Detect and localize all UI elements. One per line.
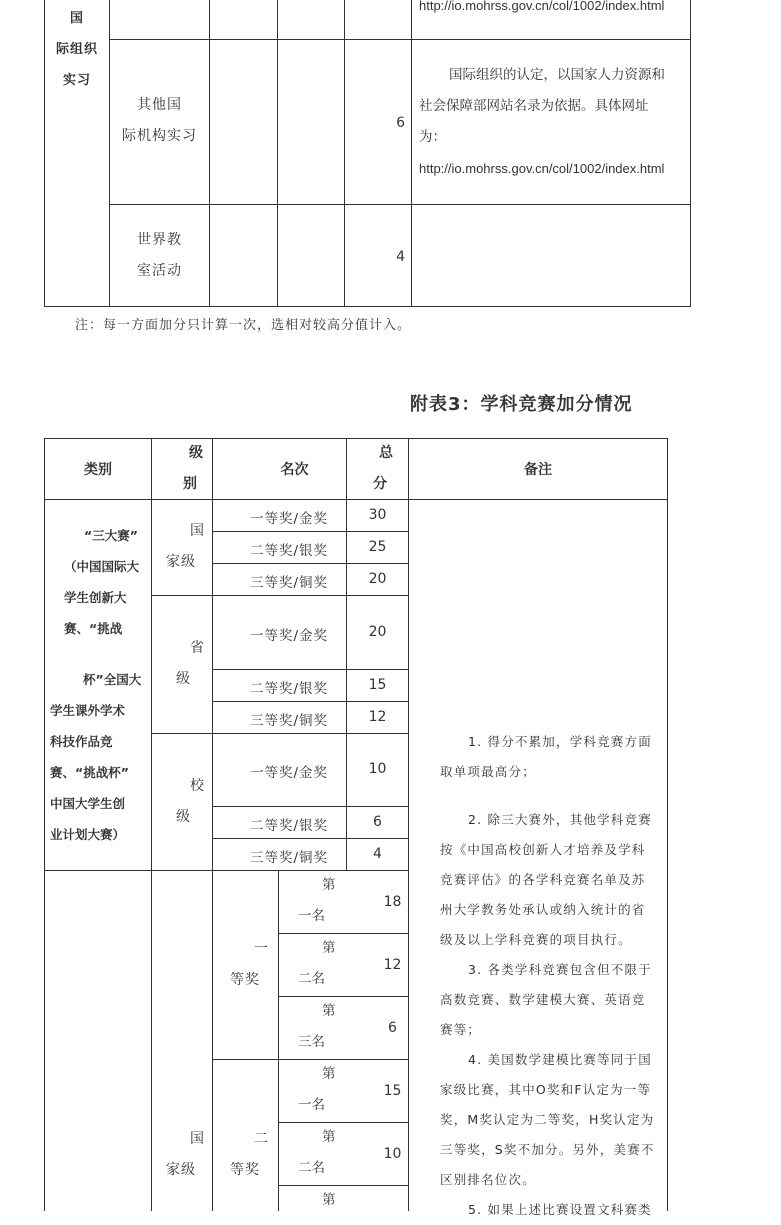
award-national-third: 三等奖/铜奖 bbox=[250, 575, 329, 591]
score-provincial-first: 20 bbox=[368, 624, 387, 640]
other-second-prize: 二 等奖 bbox=[230, 1131, 269, 1178]
award-provincial-third: 三等奖/铜奖 bbox=[250, 713, 329, 729]
other-level-national: 国 家级 bbox=[166, 1131, 205, 1178]
row3-name: 世界教 室活动 bbox=[137, 232, 182, 279]
award-national-first: 一等奖/金奖 bbox=[250, 511, 329, 527]
big-three-category: “三大赛” （中国国际大 学生创新大 赛、“挑战 杯”全国大 学生课外学术 科技作品竞 赛、“挑战杯” 中国大学生创 业计划大赛） bbox=[50, 528, 142, 842]
award-school-third: 三等奖/铜奖 bbox=[250, 850, 329, 866]
score-school-first: 10 bbox=[368, 761, 387, 777]
score-national-third: 20 bbox=[368, 571, 387, 587]
score-national-second: 25 bbox=[368, 539, 387, 555]
award-provincial-first: 一等奖/金奖 bbox=[250, 628, 329, 644]
level-national: 国 家级 bbox=[166, 523, 205, 570]
first-prize-score-3: 6 bbox=[388, 1020, 397, 1036]
award-school-first: 一等奖/金奖 bbox=[250, 765, 329, 781]
award-provincial-second: 二等奖/银奖 bbox=[250, 681, 329, 697]
first-prize-place-2: 第 二名 bbox=[298, 940, 336, 987]
header-rank: 名次 bbox=[280, 462, 309, 478]
other-first-prize: 一 等奖 bbox=[230, 941, 269, 988]
second-prize-score-2: 10 bbox=[383, 1146, 402, 1162]
category-label-international: 国 际组织 实习 bbox=[55, 11, 98, 88]
score-provincial-second: 15 bbox=[368, 677, 387, 693]
first-prize-score-2: 12 bbox=[383, 957, 402, 973]
award-national-second: 二等奖/银奖 bbox=[250, 543, 329, 559]
header-total: 总 分 bbox=[373, 445, 393, 492]
first-prize-place-3: 第 三名 bbox=[298, 1003, 336, 1050]
second-prize-place-3: 第 bbox=[322, 1192, 336, 1208]
score-provincial-third: 12 bbox=[368, 709, 387, 725]
header-level: 级 别 bbox=[183, 445, 203, 492]
header-remark: 备注 bbox=[524, 462, 552, 478]
score-school-third: 4 bbox=[373, 846, 382, 862]
row2-note: 国际组织的认定，以国家人力资源和 社会保障部网站名录为依据。具体网址 为： http://io.mohrss.gov.cn/col/1002/index.html bbox=[419, 67, 665, 176]
level-provincial: 省 级 bbox=[176, 640, 204, 687]
row2-name: 其他国 际机构实习 bbox=[122, 97, 197, 144]
second-prize-place-2: 第 二名 bbox=[298, 1129, 336, 1176]
row1-note: http://io.mohrss.gov.cn/col/1002/index.html bbox=[419, 0, 665, 13]
second-prize-place-1: 第 一名 bbox=[298, 1066, 336, 1113]
row3-score: 4 bbox=[396, 249, 405, 265]
header-category: 类别 bbox=[84, 462, 112, 478]
score-national-first: 30 bbox=[368, 507, 387, 523]
table3-title: 附表3：学科竞赛加分情况 bbox=[410, 394, 633, 415]
remarks-text: 1. 得分不累加，学科竞赛方面 取单项最高分； 2. 除三大赛外，其他学科竞赛 按《中国高校创新人才培养及学科 竞赛评估》的各学科竞赛名单及苏 州大学教务处承认或纳入统计的省 级及以上学科竞赛的项目执行。 3. 各类学科竞赛包含但不限于 高数竞赛、数学建模大赛、英语竞 赛等； 4. 美国数学建模比赛等同于国 家级比赛，其中O奖和F认定为一等 奖，M奖认定为二等奖，H奖认定为 三等奖，S奖不加分。另外，美赛不 区别排名位次。 5. 如果上述比赛设置文科赛类 bbox=[440, 734, 655, 1217]
first-prize-place-1: 第 一名 bbox=[298, 877, 336, 924]
second-prize-score-1: 15 bbox=[383, 1083, 402, 1099]
level-school: 校 级 bbox=[176, 778, 204, 825]
footnote: 注：每一方面加分只计算一次，选相对较高分值计入。 bbox=[75, 318, 412, 333]
first-prize-score-1: 18 bbox=[383, 894, 402, 910]
award-school-second: 二等奖/银奖 bbox=[250, 818, 329, 834]
row2-score: 6 bbox=[396, 115, 405, 131]
score-school-second: 6 bbox=[373, 814, 382, 830]
